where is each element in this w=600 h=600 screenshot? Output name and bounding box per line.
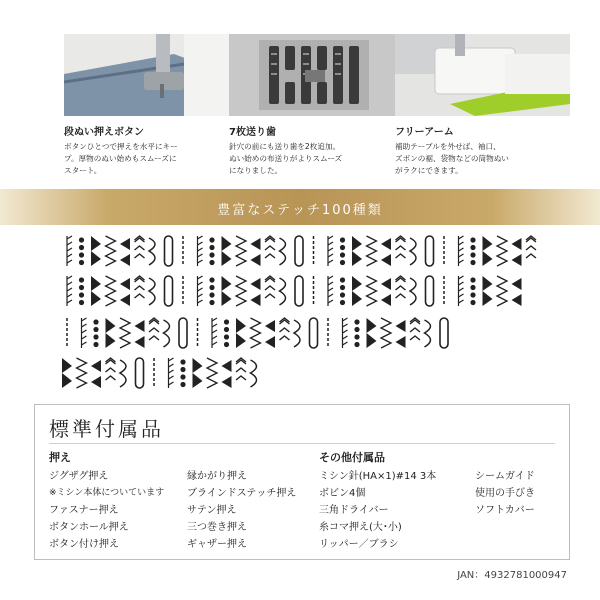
stitch-pattern-icon [209,237,214,265]
stitch-pattern-icon [207,358,217,388]
stitch-pattern-icon [120,360,126,387]
feature-text: ボタンひとつで押えを水平にキー プ。厚物のぬい始めもスムーズに スタート。 [64,142,178,175]
stitch-pattern-icon [165,236,173,266]
stitch-pattern-icon [135,276,145,298]
photo-presser-foot [64,34,239,116]
stitch-pattern-icon [470,237,475,265]
stitch-pattern-icon [149,278,155,305]
stitch-pattern-icon [340,277,345,305]
stitch-pattern-icon [343,318,348,348]
feature-text: 針穴の前にも送り歯を2枚追加。 ぬい始めの布送りがよりスムーズ になりました。 [229,142,343,175]
stitch-pattern-icon [396,276,406,298]
stitch-pattern-icon [381,238,391,266]
stitch-pattern-icon [425,320,431,347]
stitch-pattern-icon [352,276,362,306]
list-item: ボタンホール押え [49,522,129,533]
stitch-pattern-icon [483,236,493,266]
stitch-pattern-icon [310,318,318,348]
other-heading: その他付属品 [319,451,385,464]
feature-feed-dogs [229,126,407,177]
stitch-pattern-icon [426,276,434,306]
stitch-pattern-icon [340,237,345,265]
stitch-pattern-icon [459,276,464,306]
jan-code: JAN：4932781000947 [457,570,567,581]
stitch-pattern-icon [222,236,232,266]
stitch-pattern-icon [367,276,377,306]
stitch-pattern-icon [136,358,144,388]
stitch-pattern-icon [381,278,391,306]
stitch-pattern-icon [354,319,359,347]
stitch-pattern-icon [280,238,286,265]
accessories-title: 標準付属品 [49,417,164,441]
divider [49,443,555,444]
stitch-pattern-icon [169,358,174,388]
other-column-1 [319,449,436,553]
stitch-pattern-icon [82,318,87,348]
stitch-pattern-icon [410,318,420,340]
stitch-pattern-icon [180,359,185,387]
banner-title: 豊富なステッチ100種類 [217,203,383,218]
stitch-pattern-icon [470,277,475,305]
list-item: 三つ巻き押え [187,522,247,533]
feature-title: フリーアーム [395,127,454,138]
stitch-pattern-icon [62,358,72,388]
stitch-pattern-icon [236,276,246,306]
stitch-pattern-icon [483,276,493,306]
feature-title: 段ぬい押えボタン [64,127,144,138]
stitch-pattern-icon [120,318,130,348]
stitch-pattern-icon [396,320,406,348]
stitch-pattern-icon [280,278,286,305]
stitch-pattern-icon [459,236,464,266]
stitch-pattern-icon [381,318,391,348]
stitch-pattern-icon [91,236,101,266]
stitch-pattern-icon [79,237,84,265]
list-item: サテン押え [187,505,237,516]
stitch-pattern-icon [222,360,232,388]
list-item: ミシン針(HA×1)#14 3本 [319,471,437,482]
stitch-pattern-icon [280,318,290,340]
other-column-2 [475,468,535,519]
stitch-pattern-icon [149,238,155,265]
stitch-pattern-icon [91,276,101,306]
stitch-count-banner [0,189,600,225]
stitch-pattern-icon [236,358,246,380]
stitch-pattern-icon [295,276,303,306]
stitch-pattern-icon [236,236,246,266]
feature-title: 7枚送り歯 [229,127,276,138]
stitch-pattern-icon [295,236,303,266]
stitch-pattern-icon [497,236,507,266]
stitch-pattern-icon [67,236,72,266]
stitch-pattern-icon [224,319,229,347]
stitch-pattern-icon [440,318,448,348]
stitch-pattern-grid [60,232,540,394]
stitch-pattern-icon [367,236,377,266]
stitch-pattern-icon [497,276,507,306]
list-item: 糸コマ押え(大･小) [319,522,402,533]
stitch-pattern-icon [251,238,261,266]
stitch-pattern-icon [396,236,406,258]
stitch-pattern-icon [512,238,522,266]
feature-text: 補助テーブルを外せば、袖口、 ズボンの裾、袋物などの筒物ぬい がラクにできます。 [395,142,509,175]
stitch-pattern-icon [328,276,333,306]
accessories-box [34,404,570,560]
list-item: ソフトカバー [475,505,535,516]
stitch-pattern-icon [294,320,300,347]
list-item: ボタン付け押え [49,539,119,550]
stitch-pattern-icon [222,276,232,306]
stitch-pattern-icon [265,276,275,298]
stitch-pattern-icon [526,236,536,258]
stitch-pattern-icon [265,320,275,348]
stitch-pattern-icon [120,278,130,306]
stitch-pattern-icon [179,318,187,348]
list-item: 三角ドライバー [319,505,389,516]
list-item: ブラインドステッチ押え [187,488,297,499]
stitch-pattern-icon [426,236,434,266]
presser-column-2 [187,468,296,553]
stitch-pattern-icon [135,320,145,348]
list-item: ギャザー押え [187,539,247,550]
stitch-pattern-icon [106,358,116,380]
list-item: リッパー／ブラシ [319,539,399,550]
stitch-pattern-icon [251,360,257,387]
feature-presser-button [64,126,242,177]
list-item-note: ※ミシン本体についています [49,488,165,498]
list-item: ファスナー押え [49,505,119,516]
stitch-pattern-icon [77,358,87,388]
stitch-pattern-icon [236,318,246,348]
stitch-pattern-icon [328,236,333,266]
list-item: ジグザグ押え [49,471,109,482]
list-item: 使用の手びき [475,488,535,499]
stitch-pattern-icon [212,318,217,348]
presser-heading: 押え [49,451,71,464]
list-item: ボビン4個 [319,488,366,499]
stitch-pattern-icon [165,276,173,306]
photo-feed-dogs [229,34,404,116]
stitch-pattern-icon [512,278,522,306]
list-item: シームガイド [475,471,535,482]
stitch-pattern-icon [164,320,170,347]
stitch-pattern-icon [106,318,116,348]
stitch-pattern-icon [251,318,261,348]
feature-free-arm [395,126,573,177]
photo-free-arm [395,34,570,116]
stitch-pattern-icon [149,318,159,340]
stitch-pattern-icon [198,276,203,306]
stitch-pattern-icon [106,276,116,306]
stitch-pattern-icon [67,276,72,306]
stitch-pattern-icon [209,277,214,305]
stitch-pattern-icon [251,278,261,306]
stitch-pattern-icon [106,236,116,266]
stitch-pattern-icon [93,319,98,347]
stitch-pattern-icon [79,277,84,305]
stitch-pattern-icon [120,238,130,266]
stitch-pattern-icon [367,318,377,348]
presser-column-1 [49,449,164,553]
stitch-pattern-icon [410,278,416,305]
stitch-pattern-icon [352,236,362,266]
list-item: 縁かがり押え [187,471,247,482]
stitch-pattern-icon [410,238,416,265]
stitch-pattern-icon [91,360,101,388]
stitch-pattern-icon [193,358,203,388]
stitch-pattern-icon [135,236,145,258]
stitch-pattern-icon [198,236,203,266]
stitch-pattern-icon [265,236,275,258]
